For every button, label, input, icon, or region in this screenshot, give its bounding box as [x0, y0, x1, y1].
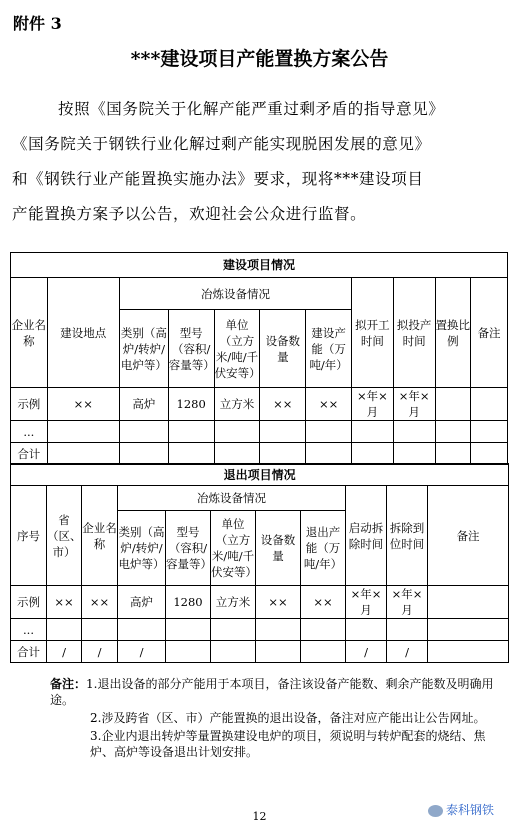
cell-quantity: ×× [256, 586, 301, 619]
row-label: 合计 [11, 641, 47, 663]
section-title-withdrawal: 退出项目情况 [11, 464, 509, 486]
row-label: 示例 [11, 586, 47, 619]
cell-dismantle-done: ×年×月 [387, 586, 428, 619]
header-quantity: 设备数量 [256, 511, 301, 586]
cell-company: ×× [82, 586, 118, 619]
header-remark: 备注 [471, 278, 508, 388]
cell-start: ×年×月 [352, 388, 394, 421]
watermark-text: 泰科钢铁 [446, 803, 495, 817]
table-row [11, 421, 508, 443]
header-type: 类别（高炉/转炉/电炉等） [119, 310, 168, 388]
withdrawal-project-table [10, 463, 509, 663]
section-title-construction: 建设项目情况 [11, 253, 508, 278]
row-label: 合计 [11, 443, 48, 465]
header-unit: 单位（立方米/吨/千伏安等） [214, 310, 260, 388]
table-row [11, 586, 509, 619]
note-item-2: 2.涉及跨省（区、市）产能置换的退出设备，备注对应产能出让公告网址。 [90, 711, 486, 725]
cell-model: 1280 [168, 388, 214, 421]
cell-capacity: ×× [306, 388, 352, 421]
cell-capacity: ×× [301, 586, 346, 619]
cell-commission: ×年×月 [393, 388, 435, 421]
header-capacity: 退出产能（万吨/年） [301, 511, 346, 586]
cell-quantity: ×× [260, 388, 306, 421]
table-row-total [11, 443, 508, 465]
construction-project-table [10, 252, 508, 465]
cell-unit: 立方米 [211, 586, 256, 619]
page-number: 12 [252, 810, 267, 823]
notes-block [50, 676, 500, 762]
intro-line-4: 产能置换方案予以公告，欢迎社会公众进行监督。 [12, 205, 367, 223]
cell-type: 高炉 [119, 388, 168, 421]
header-equipment-group: 冶炼设备情况 [119, 278, 351, 310]
header-company: 企业名称 [11, 278, 48, 388]
header-start-time: 拟开工时间 [352, 278, 394, 388]
intro-line-2: 《国务院关于钢铁行业化解过剩产能实现脱困发展的意见》 [12, 135, 431, 153]
intro-line-3: 和《钢铁行业产能置换实施办法》要求，现将***建设项目 [12, 170, 424, 188]
header-commission-time: 拟投产时间 [393, 278, 435, 388]
cell-model: 1280 [166, 586, 211, 619]
cell-type: 高炉 [118, 586, 166, 619]
wechat-icon [428, 805, 443, 817]
cell-location: ×× [47, 388, 119, 421]
header-seq: 序号 [11, 486, 47, 586]
cell-ratio [435, 388, 471, 421]
header-type: 类别（高炉/转炉/电炉等） [118, 511, 166, 586]
cell-slash: / [47, 641, 82, 663]
header-model: 型号（容积/容量等） [166, 511, 211, 586]
cell-unit: 立方米 [214, 388, 260, 421]
header-quantity: 设备数量 [260, 310, 306, 388]
note-item-1: 1.退出设备的部分产能用于本项目，备注该设备产能数、剩余产能数及明确用途。 [50, 677, 494, 707]
intro-line-1: 按照《国务院关于化解产能严重过剩矛盾的指导意见》 [58, 100, 445, 118]
header-remark: 备注 [428, 486, 509, 586]
header-model: 型号（容积/容量等） [168, 310, 214, 388]
cell-province: ×× [47, 586, 82, 619]
cell-slash: / [82, 641, 118, 663]
header-start-dismantle: 启动拆除时间 [346, 486, 387, 586]
table-row [11, 619, 509, 641]
header-company: 企业名称 [82, 486, 118, 586]
row-label: 示例 [11, 388, 48, 421]
header-unit: 单位（立方米/吨/千伏安等） [211, 511, 256, 586]
attachment-label: 附件 3 [13, 14, 62, 33]
header-province: 省（区、市） [47, 486, 82, 586]
table-row-total [11, 641, 509, 663]
notes-label: 备注： [50, 677, 87, 691]
header-replacement-ratio: 置换比例 [435, 278, 471, 388]
header-equipment-group: 冶炼设备情况 [118, 486, 346, 511]
row-label: ... [11, 619, 47, 641]
document-title: ***建设项目产能置换方案公告 [130, 48, 389, 70]
row-label: ... [11, 421, 48, 443]
cell-remark [471, 388, 508, 421]
header-capacity: 建设产能（万吨/年） [306, 310, 352, 388]
watermark [428, 801, 494, 818]
note-item-3: 3.企业内退出转炉等量置换建设电炉的项目，须说明与转炉配套的烧结、焦炉、高炉等设备退出计划安排。 [90, 729, 486, 759]
cell-start-dismantle: ×年×月 [346, 586, 387, 619]
header-dismantle-done: 拆除到位时间 [387, 486, 428, 586]
cell-slash: / [346, 641, 387, 663]
cell-slash: / [118, 641, 166, 663]
table-row [11, 388, 508, 421]
header-location: 建设地点 [47, 278, 119, 388]
cell-remark [428, 586, 509, 619]
cell-slash: / [387, 641, 428, 663]
